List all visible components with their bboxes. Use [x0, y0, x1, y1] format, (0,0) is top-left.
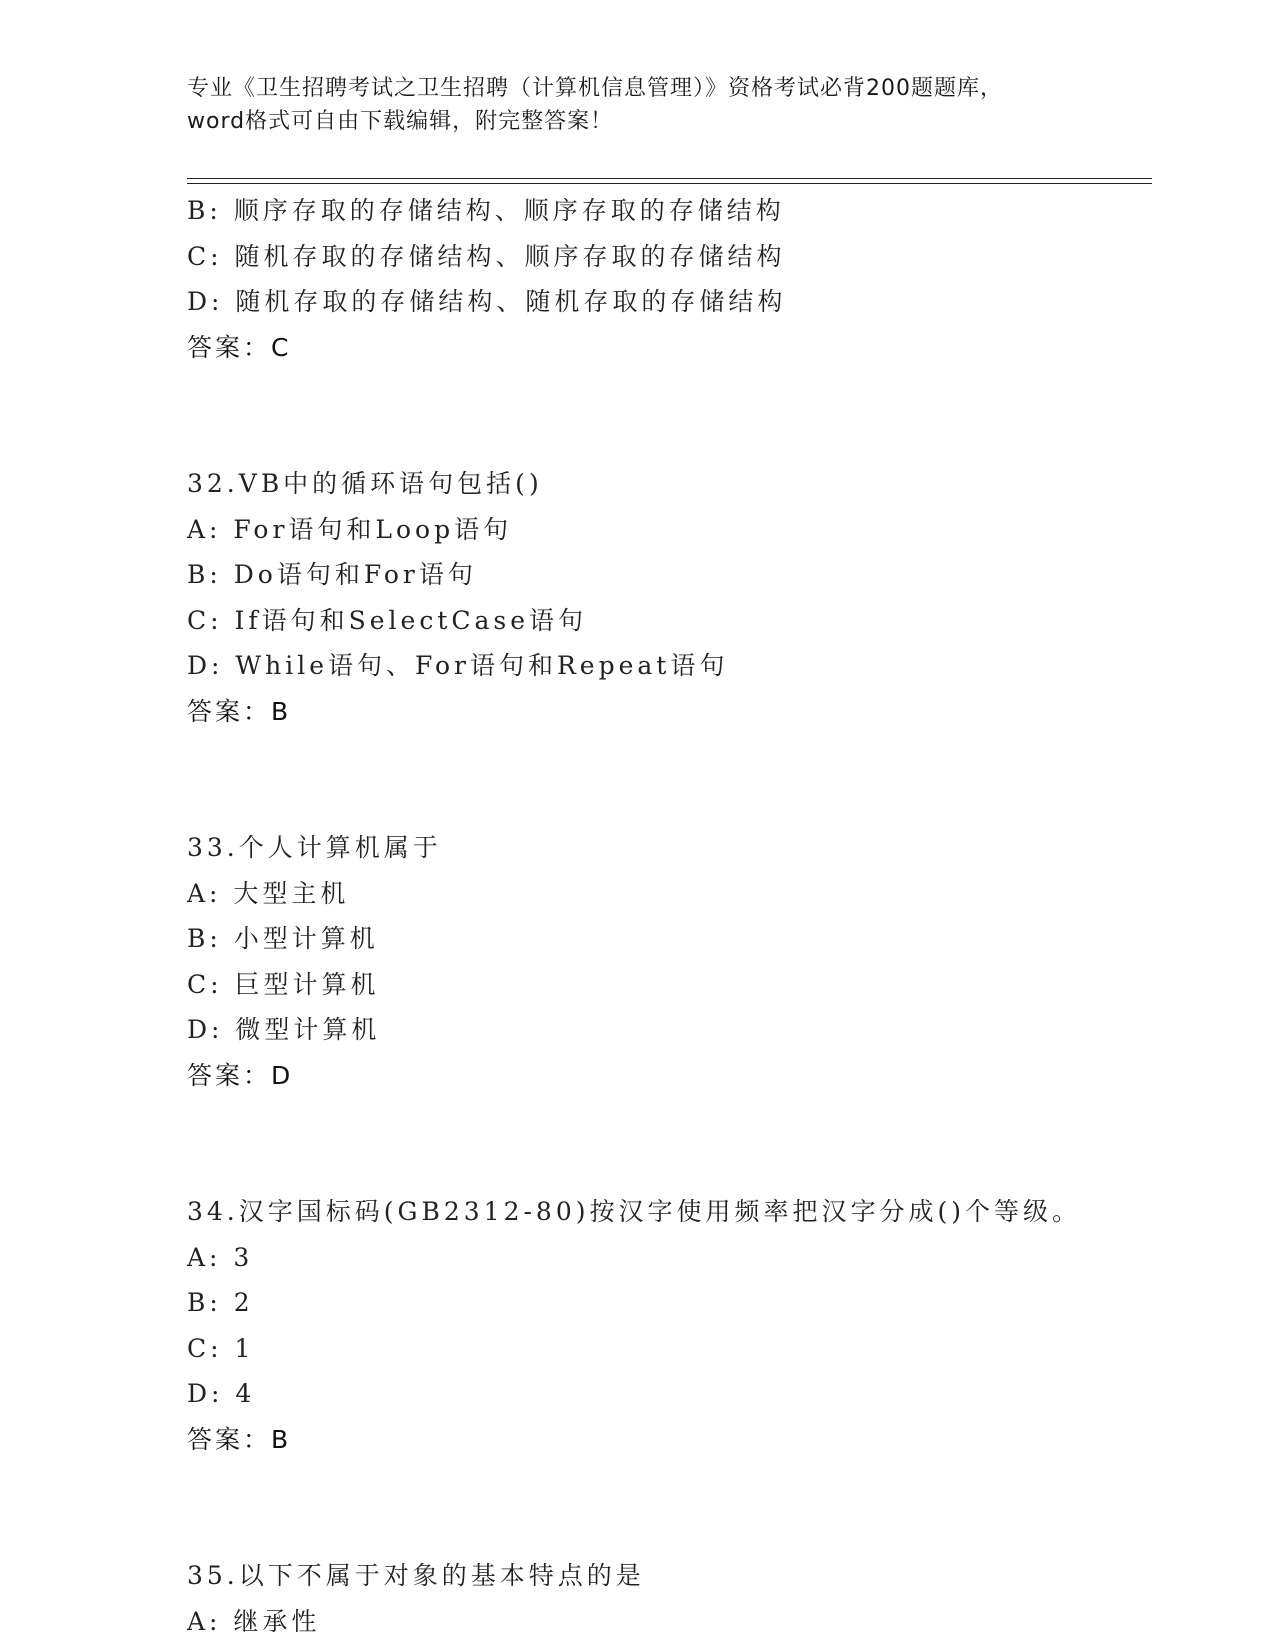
option-d: D: While语句、For语句和Repeat语句: [187, 651, 729, 680]
option-a: A: 3: [187, 1242, 254, 1272]
option-b: B: 小型计算机: [187, 924, 379, 953]
question-stem: 35.以下不属于对象的基本特点的是: [187, 1561, 645, 1590]
question-33: [187, 825, 1147, 1098]
option-c: C: 1: [187, 1333, 255, 1363]
option-c: C: If语句和SelectCase语句: [187, 605, 588, 635]
question-stem: 33.个人计算机属于: [187, 833, 442, 862]
option-d: D: 随机存取的存储结构、随机存取的存储结构: [187, 287, 787, 316]
document-header: [187, 72, 1087, 138]
question-list: [187, 188, 1147, 1644]
option-c: C: 巨型计算机: [187, 969, 380, 999]
header-divider-bottom: [187, 183, 1152, 184]
header-line-1: 专业《卫生招聘考试之卫生招聘（计算机信息管理）》资格考试必背200题题库，: [187, 76, 1003, 101]
answer-line: 答案：B: [187, 1424, 292, 1454]
question-stem: 34.汉字国标码(GB2312-80)按汉字使用频率把汉字分成()个等级。: [187, 1197, 1081, 1226]
answer-line: 答案：C: [187, 332, 292, 362]
option-b: B: 顺序存取的存储结构、顺序存取的存储结构: [187, 196, 785, 225]
answer-line: 答案：D: [187, 1060, 294, 1090]
option-a: A: 继承性: [187, 1606, 321, 1636]
header-line-2: word格式可自由下载编辑，附完整答案！: [187, 109, 614, 134]
option-a: A: For语句和Loop语句: [187, 514, 513, 544]
option-b: B: 2: [187, 1288, 254, 1317]
option-d: D: 4: [187, 1379, 256, 1408]
question-35: [187, 1553, 1147, 1644]
question-stem: 32.VB中的循环语句包括(): [187, 469, 543, 498]
option-a: A: 大型主机: [187, 878, 350, 908]
question-32: [187, 461, 1147, 734]
header-divider-top: [187, 178, 1152, 179]
option-b: B: Do语句和For语句: [187, 560, 477, 589]
answer-line: 答案：B: [187, 696, 292, 726]
option-c: C: 随机存取的存储结构、顺序存取的存储结构: [187, 241, 786, 271]
question-31-continued: [187, 188, 1147, 370]
question-34: [187, 1189, 1147, 1462]
option-d: D: 微型计算机: [187, 1015, 381, 1044]
